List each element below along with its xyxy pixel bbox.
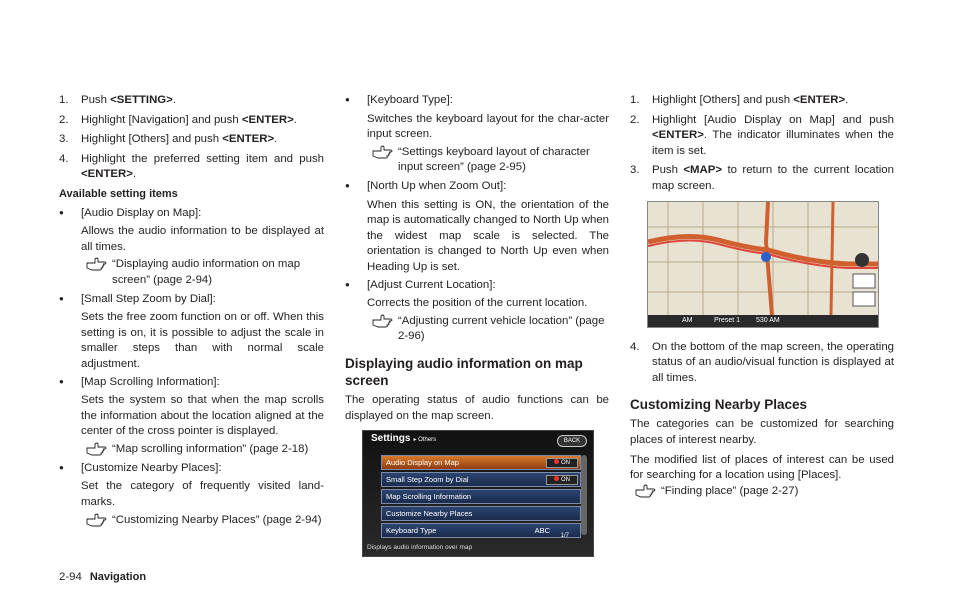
step-4: 4. Highlight the preferred setting item and push <ENTER>. <box>59 152 324 181</box>
bullet-icon <box>345 93 367 109</box>
settings-row[interactable]: Small Step Zoom by Dial ON <box>381 472 581 487</box>
page-number: 2-94 <box>59 571 82 583</box>
audio-preset: Preset 1 <box>714 316 741 324</box>
scrollbar[interactable] <box>581 455 587 535</box>
bullet-icon <box>59 461 81 477</box>
page-indicator: 1/7 <box>560 533 569 540</box>
column-right <box>630 93 894 503</box>
settings-row[interactable]: Map Scrolling Information <box>381 489 581 504</box>
setting-item-small-step-zoom: ● [Small Step Zoom by Dial]: <box>59 292 324 308</box>
column-middle <box>345 93 609 557</box>
bullet-icon <box>345 278 367 294</box>
pointing-hand-icon <box>86 442 112 458</box>
setting-item-audio-display: ● [Audio Display on Map]: <box>59 206 324 222</box>
page-reference[interactable]: “Finding place” (page 2-27) <box>635 484 894 500</box>
pointing-hand-icon <box>372 145 398 161</box>
page-footer <box>59 570 146 586</box>
map-graphic <box>648 202 878 327</box>
audio-frequency: 530 AM <box>756 316 780 324</box>
settings-list <box>381 455 581 540</box>
setting-desc: Switches the keyboard layout for the char-acter input screen. <box>367 112 609 141</box>
page-reference[interactable]: “Settings keyboard layout of character input screen” (page 2-95) <box>372 145 609 176</box>
page-reference[interactable]: “Customizing Nearby Places” (page 2-94) <box>86 513 324 529</box>
screen-footer-text: Displays audio information over map <box>367 544 473 552</box>
audio-band: AM <box>682 316 693 324</box>
back-button[interactable]: BACK <box>557 435 587 447</box>
step-2: 2. Highlight [Navigation] and push <ENTER>. <box>59 113 297 126</box>
setting-item-adjust-location: ● [Adjust Current Location]: <box>345 278 609 294</box>
section-paragraph: The operating status of audio functions can be displayed on the map screen. <box>345 393 609 422</box>
setting-item-customize-nearby: ● [Customize Nearby Places]: <box>59 461 324 477</box>
setting-item-keyboard-type: ● [Keyboard Type]: <box>345 93 609 109</box>
pointing-hand-icon <box>86 513 112 529</box>
map-screen-image <box>647 201 879 328</box>
setting-item-map-scrolling: ● [Map Scrolling Information]: <box>59 375 324 391</box>
settings-row[interactable]: Audio Display on Map ON <box>381 455 581 470</box>
column-left <box>59 93 324 532</box>
indicator-on: ON <box>546 458 578 468</box>
page-reference[interactable]: “Displaying audio information on map screen” (page 2-94) <box>86 257 324 288</box>
step-1: 1. Highlight [Others] and push <ENTER>. <box>630 94 849 106</box>
section-paragraph: The modified list of places of interest can be used for searching for a location using [Places]. <box>630 453 894 482</box>
indicator-on: ON <box>546 475 578 485</box>
setting-desc: When this setting is ON, the orientation of the map is automatically changed to North Up when the widest map scale is selected. The orientation is changed to North Up even when Heading Up is set. <box>367 198 609 273</box>
settings-screen-image <box>362 430 594 557</box>
pointing-hand-icon <box>372 314 398 330</box>
bullet-icon <box>59 206 81 222</box>
settings-row[interactable]: Keyboard Type ABC <box>381 523 581 538</box>
screen-title: Settings ▸ Others <box>371 433 437 445</box>
setting-desc: Allows the audio information to be displayed at all times. <box>81 225 324 253</box>
settings-row[interactable]: Customize Nearby Places <box>381 506 581 521</box>
page-reference[interactable]: “Adjusting current vehicle location” (page 2-96) <box>372 314 609 345</box>
bullet-icon <box>345 179 367 195</box>
pointing-hand-icon <box>635 484 661 500</box>
section-heading-customizing: Customizing Nearby Places <box>630 397 808 413</box>
step-1: 1. Push <SETTING>. <box>59 94 176 106</box>
pointing-hand-icon <box>86 257 112 273</box>
section-heading-audio-display: Displaying audio information on map screen <box>345 355 583 388</box>
step-2: 2. Highlight [Audio Display on Map] and push <ENTER>. The indicator illuminates when the item is set. <box>630 113 894 157</box>
step-4: 4. On the bottom of the map screen, the operating status of an audio/visual function is displayed at all times. <box>630 340 894 384</box>
steps-list <box>59 93 324 183</box>
setting-desc: Set the category of frequently visited land-marks. <box>81 480 324 509</box>
section-name: Navigation <box>89 571 147 583</box>
setting-desc: Sets the system so that when the map scrolls the information about the location aligned at the center of the cross pointer is displayed. <box>81 394 324 438</box>
page-reference[interactable]: “Map scrolling information” (page 2-18) <box>86 442 324 458</box>
section-paragraph: The categories can be customized for searching places of interest nearby. <box>630 418 894 446</box>
setting-desc: Corrects the position of the current location. <box>367 297 588 310</box>
step-3: 3. Push <MAP> to return to the current location map screen. <box>630 164 894 192</box>
bullet-icon <box>59 375 81 391</box>
available-items-subheading: Available setting items <box>59 187 178 200</box>
audio-status-bar <box>648 315 878 327</box>
bullet-icon <box>59 292 81 308</box>
setting-item-north-up: ● [North Up when Zoom Out]: <box>345 179 609 195</box>
setting-desc: Sets the free zoom function on or off. When this setting is on, it is possible to adjust the scale in smaller steps than with normal scale adjustment. <box>81 311 324 370</box>
step-3: 3. Highlight [Others] and push <ENTER>. <box>59 133 278 146</box>
